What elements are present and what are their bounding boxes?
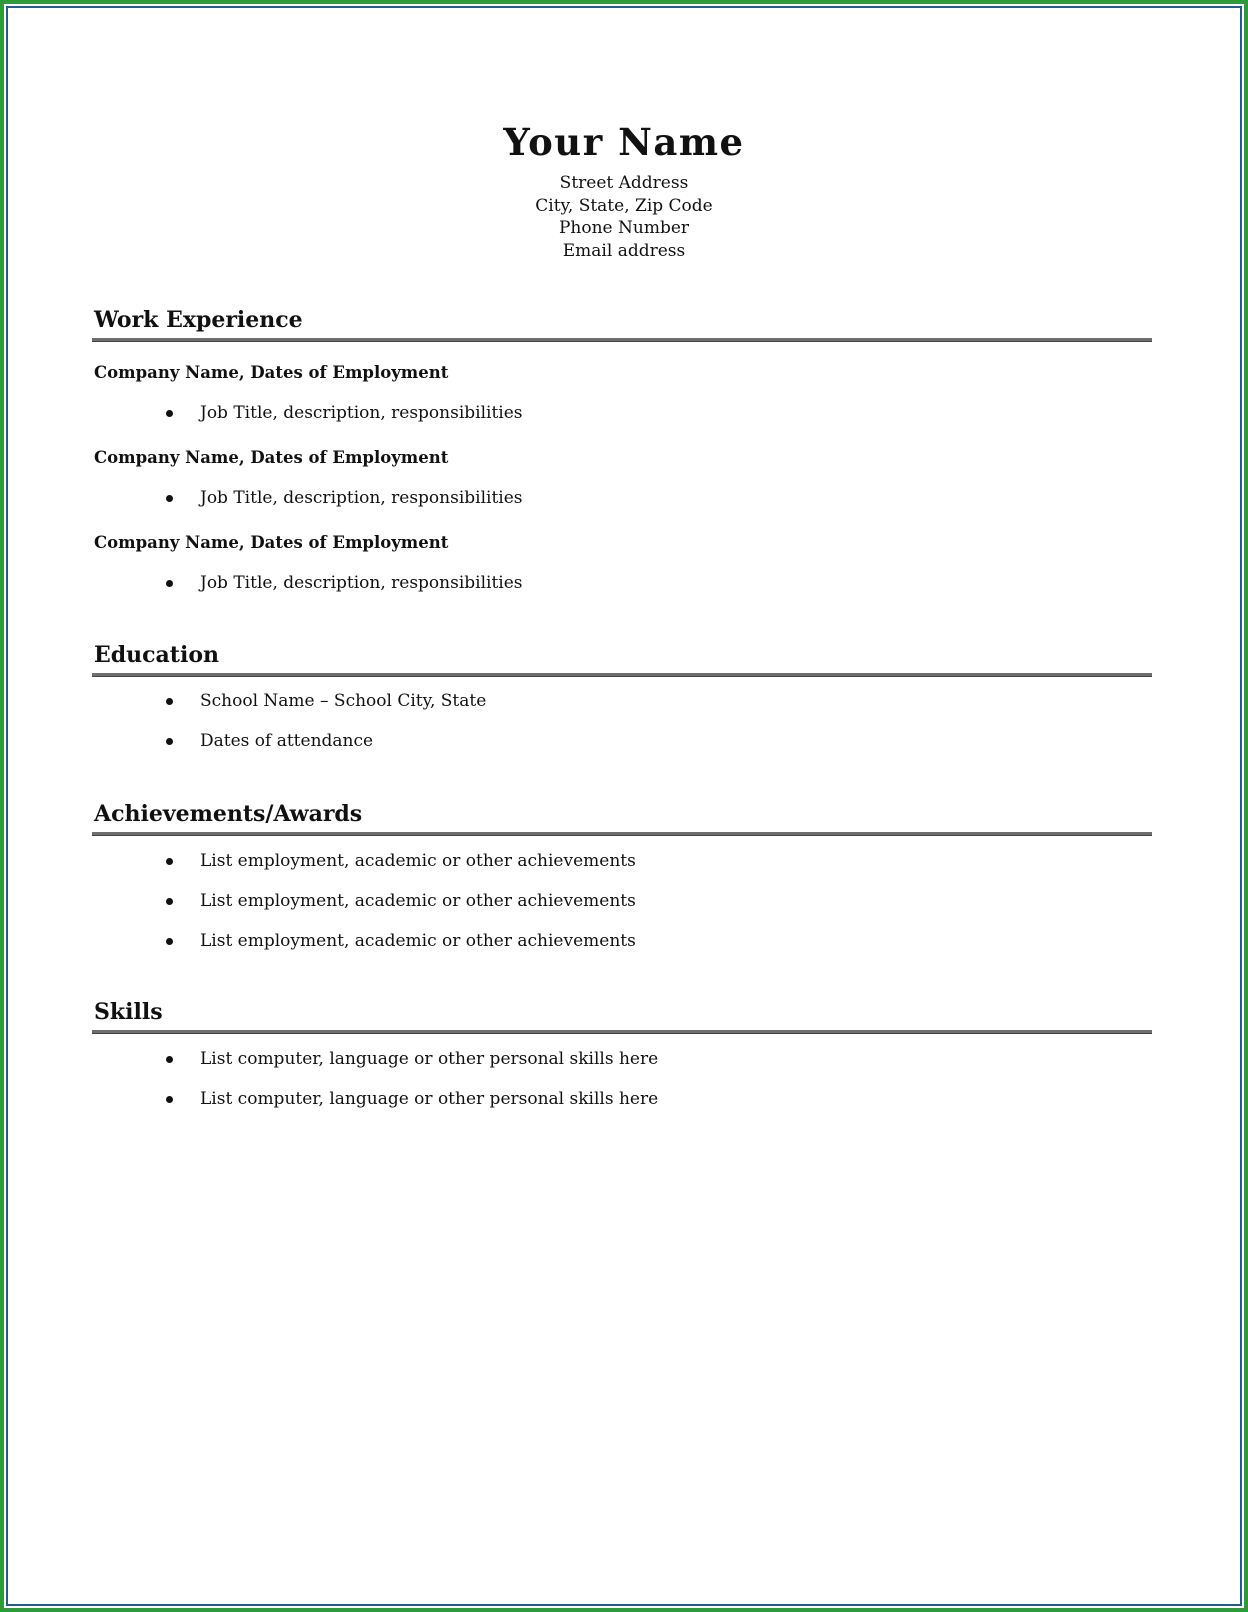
name-heading: Your Name — [503, 120, 745, 164]
section-title: Work Experience — [94, 307, 303, 333]
city-state-zip: City, State, Zip Code — [535, 195, 713, 216]
section-title: Education — [94, 642, 219, 668]
achievements-section: Achievements/Awards List employment, academic or other achievements List employment, academic or other achievements List employment, academic or other achievements — [94, 800, 1154, 970]
work-experience-section: Work Experience Company Name, Dates of Employment Job Title, description, responsibilities Company Name, Dates of Employment Job Title, description, responsibilities Company Name, Dates of Employment Job Title, description, responsibilities — [94, 306, 1154, 606]
bullet-icon — [166, 738, 173, 745]
skills-section: Skills List computer, language or other personal skills here List computer, language or other personal skills here — [94, 998, 1154, 1128]
job-heading: Company Name, Dates of Employment — [94, 363, 449, 382]
section-title: Achievements/Awards — [94, 801, 363, 827]
job-heading: Company Name, Dates of Employment — [94, 533, 449, 552]
section-divider — [92, 832, 1152, 836]
bullet-icon — [166, 698, 173, 705]
email-address: Email address — [562, 240, 686, 261]
section-divider — [92, 673, 1152, 677]
bullet-icon — [166, 938, 173, 945]
resume-header — [94, 118, 1154, 262]
education-section: Education School Name – School City, State Dates of attendance — [94, 641, 1154, 771]
bullet-icon — [166, 858, 173, 865]
bullet-icon — [166, 495, 173, 502]
section-divider — [92, 1030, 1152, 1034]
section-divider — [92, 338, 1152, 342]
bullet-icon — [166, 898, 173, 905]
bullet-icon — [166, 1056, 173, 1063]
bullet-icon — [166, 410, 173, 417]
bullet-icon — [166, 1096, 173, 1103]
job-heading: Company Name, Dates of Employment — [94, 448, 449, 467]
phone-number: Phone Number — [558, 218, 690, 238]
section-title: Skills — [94, 999, 163, 1025]
bullet-icon — [166, 580, 173, 587]
street-address: Street Address — [559, 173, 689, 193]
